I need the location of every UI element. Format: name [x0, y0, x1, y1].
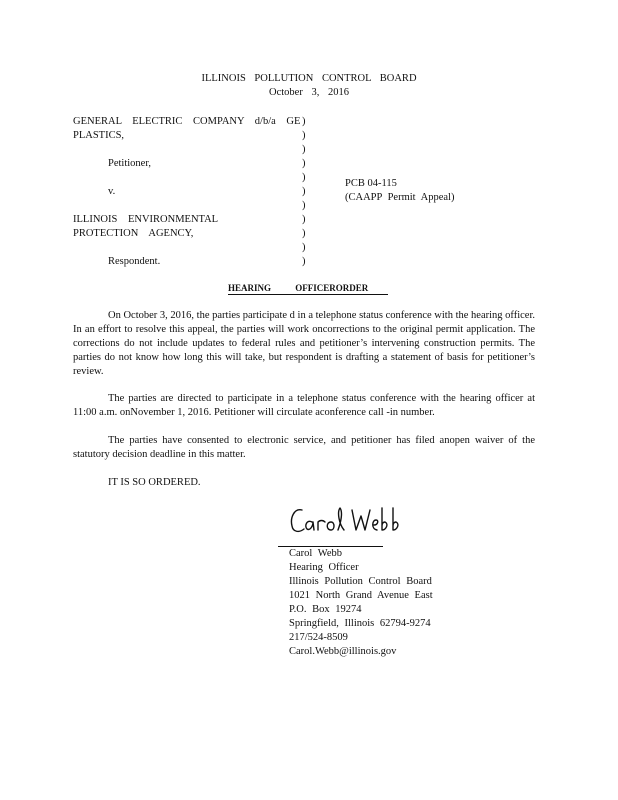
petitioner-name-line2: PLASTICS, [73, 130, 125, 141]
paragraph-consent: The parties have consented to electronic service, and petitioner has filed anopen waiver of the statutory decision deadline in this matter. [73, 435, 535, 460]
versus-label: v. [108, 186, 116, 197]
paragraph-directive: The parties are directed to participate in a telephone status conference with the hearing officer at 11:00 a.m. onNovember 1, 2016. Petitioner will circulate aconference call -in number. [73, 393, 535, 418]
caption-paren: ) [302, 186, 306, 197]
caption-paren-column [302, 115, 310, 269]
signer-organization: Illinois Pollution Control Board [289, 576, 432, 587]
caption-paren: ) [302, 242, 306, 253]
signature-block [289, 547, 433, 659]
caption-paren: ) [302, 158, 306, 169]
paragraph-status-conference: On October 3, 2016, the parties participate d in a telephone status conference with the hearing officer. In an effort to resolve this appeal, the parties will work oncorrections to the original permit application. The corrections do not include updates to federal rules and petitioner’s intervening construction permits. The parties do not know how long this will take, but respondent is drafting a statement of basis for petitioner’s review. [73, 310, 535, 377]
petitioner-role: Petitioner, [108, 158, 152, 169]
respondent-name-line2: PROTECTION AGENCY, [73, 228, 194, 239]
caption-paren: ) [302, 144, 306, 155]
case-type: (CAAPP Permit Appeal) [345, 192, 455, 203]
handwritten-signature [288, 504, 413, 540]
address-line1: 1021 North Grand Avenue East [289, 590, 433, 601]
caption-paren: ) [302, 130, 306, 141]
caption-paren: ) [302, 256, 306, 267]
so-ordered: IT IS SO ORDERED. [108, 477, 201, 488]
case-number: PCB 04-115 [345, 178, 397, 189]
caption-paren: ) [302, 172, 306, 183]
agency-header: ILLINOIS POLLUTION CONTROL BOARD [201, 73, 417, 84]
signer-title: Hearing Officer [289, 562, 359, 573]
signer-name: Carol Webb [289, 548, 342, 559]
phone-number: 217/524-8509 [289, 632, 348, 643]
caption-paren: ) [302, 228, 306, 239]
city-state-zip: Springfield, Illinois 62794-9274 [289, 618, 431, 629]
order-title: HEARING OFFICERORDER [228, 282, 388, 295]
respondent-name-line1: ILLINOIS ENVIRONMENTAL [73, 214, 219, 225]
caption-paren: ) [302, 214, 306, 225]
respondent-role: Respondent. [108, 256, 161, 267]
case-info [345, 177, 545, 205]
address-line2: P.O. Box 19274 [289, 604, 362, 615]
petitioner-name-line1: GENERAL ELECTRIC COMPANY d/b/a GE [73, 116, 301, 127]
caption-paren: ) [302, 116, 306, 127]
document-date: October 3, 2016 [269, 87, 349, 98]
email-address: Carol.Webb@illinois.gov [289, 646, 397, 657]
caption-paren: ) [302, 200, 306, 211]
caption-left-column [73, 115, 305, 269]
